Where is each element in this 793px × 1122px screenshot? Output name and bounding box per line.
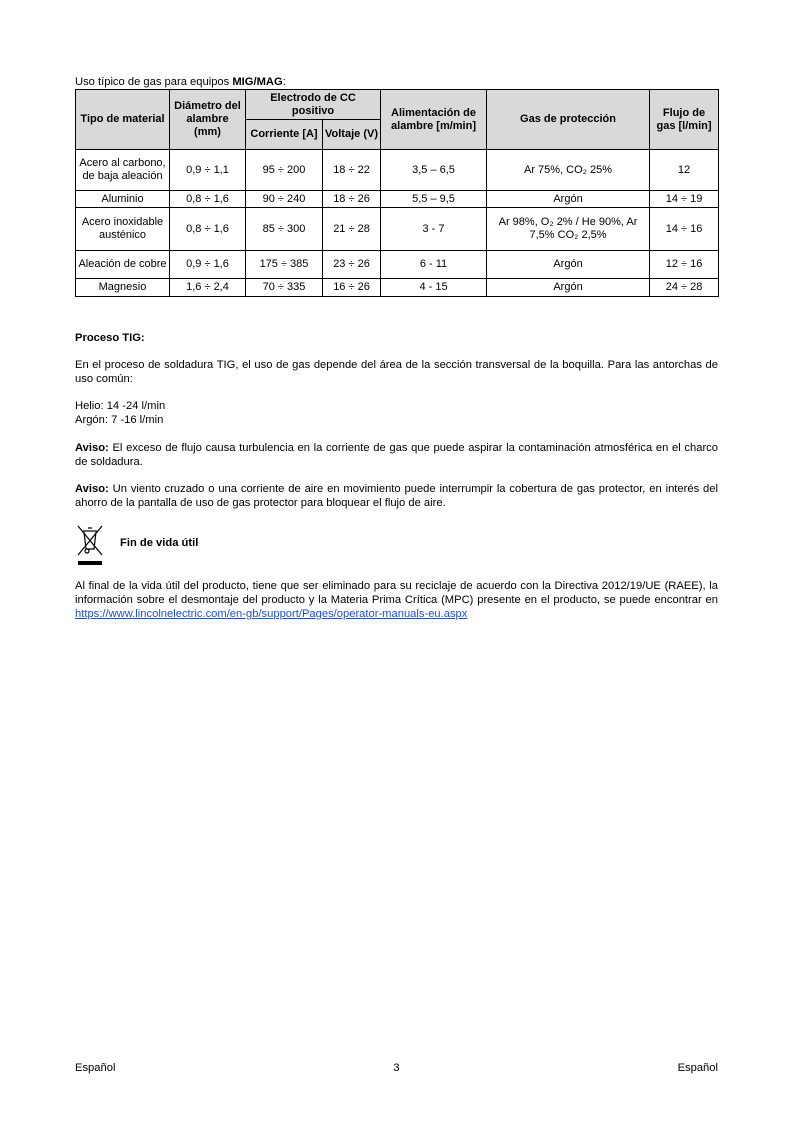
cell-material: Aleación de cobre xyxy=(76,251,170,279)
cell-voltage: 18 ÷ 26 xyxy=(323,191,381,208)
tig-helio: Helio: 14 -24 l/min xyxy=(75,400,166,412)
tig-heading: Proceso TIG: xyxy=(75,332,145,344)
end-of-life-title: Fin de vida útil xyxy=(120,537,199,549)
cell-flow: 12 ÷ 16 xyxy=(650,251,719,279)
notice-label: Aviso: xyxy=(75,483,109,495)
cell-gas: Argón xyxy=(487,191,650,208)
cell-diameter: 1,6 ÷ 2,4 xyxy=(170,279,246,297)
cell-feed: 6 - 11 xyxy=(381,251,487,279)
cell-gas: Ar 98%, O₂ 2% / He 90%, Ar 7,5% CO₂ 2,5% xyxy=(487,208,650,251)
table-row xyxy=(76,251,719,279)
cell-feed: 3,5 – 6,5 xyxy=(381,150,487,191)
cell-voltage: 21 ÷ 28 xyxy=(323,208,381,251)
cell-diameter: 0,9 ÷ 1,1 xyxy=(170,150,246,191)
footer-language-left: Español xyxy=(75,1062,116,1074)
cell-flow: 14 ÷ 16 xyxy=(650,208,719,251)
notice-text: Un viento cruzado o una corriente de aire en movimiento puede interrumpir la cobertura de gas protector, en interés del ahorro de la pantalla de uso de gas protector para bloquear el flujo de aire. xyxy=(75,483,718,509)
table-row xyxy=(76,150,719,191)
header-current: Corriente [A] xyxy=(246,120,323,150)
cell-current: 85 ÷ 300 xyxy=(246,208,323,251)
cell-flow: 14 ÷ 19 xyxy=(650,191,719,208)
cell-voltage: 16 ÷ 26 xyxy=(323,279,381,297)
cell-current: 90 ÷ 240 xyxy=(246,191,323,208)
header-flow: Flujo de gas [l/min] xyxy=(650,90,719,150)
cell-gas: Ar 75%, CO₂ 25% xyxy=(487,150,650,191)
cell-current: 175 ÷ 385 xyxy=(246,251,323,279)
cell-flow: 24 ÷ 28 xyxy=(650,279,719,297)
tig-intro: En el proceso de soldadura TIG, el uso de gas depende del área de la sección transversal de la boquilla. Para las antorchas de uso común: xyxy=(75,359,718,385)
cell-material: Aluminio xyxy=(76,191,170,208)
header-gas: Gas de protección xyxy=(487,90,650,150)
cell-voltage: 18 ÷ 22 xyxy=(323,150,381,191)
operator-manuals-link[interactable]: https://www.lincolnelectric.com/en-gb/support/Pages/operator-manuals-eu.aspx xyxy=(75,608,468,620)
table-row xyxy=(76,208,719,251)
table-row xyxy=(76,191,719,208)
notice-wind xyxy=(75,482,718,510)
tig-argon: Argón: 7 -16 l/min xyxy=(75,414,164,426)
cell-current: 70 ÷ 335 xyxy=(246,279,323,297)
gas-usage-table xyxy=(75,89,719,297)
notice-text: El exceso de flujo causa turbulencia en la corriente de gas que puede aspirar la contaminación atmosférica en el charco de soldadura. xyxy=(75,442,718,468)
caption-prefix: Uso típico de gas para equipos xyxy=(75,76,233,88)
table-row xyxy=(76,279,719,297)
header-voltage: Voltaje (V) xyxy=(323,120,381,150)
header-electrode: Electrodo de CC positivo xyxy=(246,90,381,120)
cell-material: Acero al carbono, de baja aleación xyxy=(76,150,170,191)
end-of-life-text xyxy=(75,579,718,621)
caption-suffix: : xyxy=(282,76,286,88)
weee-crossed-bin-icon xyxy=(75,523,105,567)
cell-gas: Argón xyxy=(487,251,650,279)
header-diameter: Diámetro del alambre (mm) xyxy=(170,90,246,150)
cell-diameter: 0,8 ÷ 1,6 xyxy=(170,208,246,251)
table-caption xyxy=(75,76,286,89)
notice-flow xyxy=(75,441,718,469)
cell-gas: Argón xyxy=(487,279,650,297)
header-feed: Alimentación de alambre [m/min] xyxy=(381,90,487,150)
cell-voltage: 23 ÷ 26 xyxy=(323,251,381,279)
cell-feed: 5,5 – 9,5 xyxy=(381,191,487,208)
cell-feed: 4 - 15 xyxy=(381,279,487,297)
cell-material: Magnesio xyxy=(76,279,170,297)
cell-diameter: 0,9 ÷ 1,6 xyxy=(170,251,246,279)
cell-current: 95 ÷ 200 xyxy=(246,150,323,191)
cell-flow: 12 xyxy=(650,150,719,191)
header-material: Tipo de material xyxy=(76,90,170,150)
caption-bold: MIG/MAG xyxy=(232,76,283,88)
eol-body: Al final de la vida útil del producto, tiene que ser eliminado para su reciclaje de acuerdo con la Directiva 2012/19/UE (RAEE), la información sobre el desmontaje del producto y la Materia Prima Crítica (MPC) presente en el producto, se puede encontrar en xyxy=(75,580,718,606)
footer-language-right: Español xyxy=(677,1062,718,1074)
cell-diameter: 0,8 ÷ 1,6 xyxy=(170,191,246,208)
cell-material: Acero inoxidable austénico xyxy=(76,208,170,251)
notice-label: Aviso: xyxy=(75,442,109,454)
page-number: 3 xyxy=(393,1062,400,1074)
cell-feed: 3 - 7 xyxy=(381,208,487,251)
